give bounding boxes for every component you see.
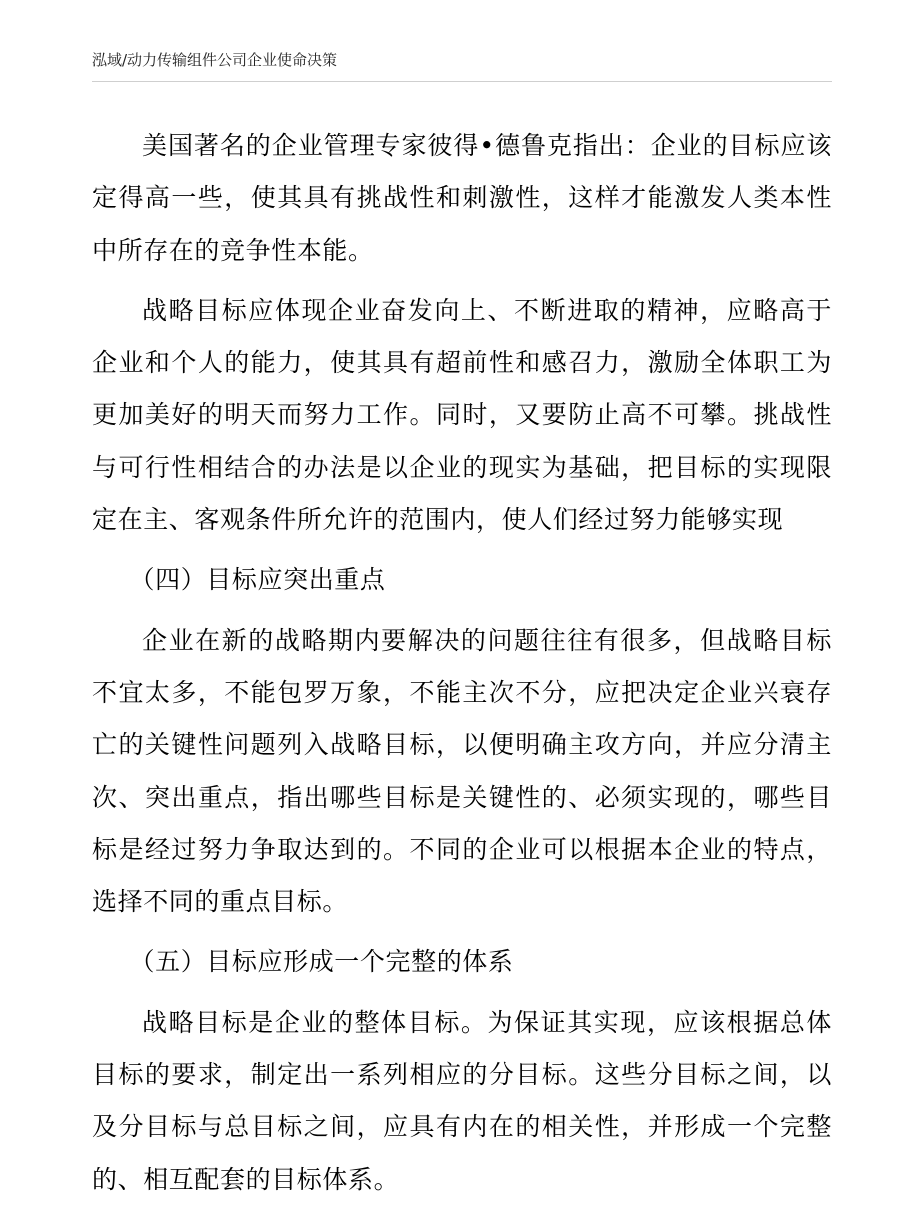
section-heading-5: （五）目标应形成一个完整的体系 [129, 947, 514, 977]
page-header [92, 47, 832, 82]
paragraph-goal-system: 战略目标是企业的整体目标。为保证其实现，应该根据总体目标的要求，制定出一系列相应的分目标。这些分目标之间，以及分目标与总目标之间，应具有内在的相关性，并形成一个完整的、相互配套的目标体系。 [92, 1007, 832, 1194]
paragraph-goal-progress: 战略目标应体现企业奋发向上、不断进取的精神，应略高于企业和个人的能力，使其具有超前性和感召力，激励全体职工为更加美好的明天而努力工作。同时，又要防止高不可攀。挑战性与可行性相结合的办法是以企业的现实为基础，把目标的实现限定在主、客观条件所允许的范围内，使人们经过努力能够实现 [92, 295, 832, 535]
paragraph-goal-challenge: 美国著名的企业管理专家彼得•德鲁克指出：企业的目标应该定得高一些，使其具有挑战性和刺激性，这样才能激发人类本性中所存在的竞争性本能。 [92, 131, 832, 265]
paragraph-key-focus: 企业在新的战略期内要解决的问题往往有很多，但战略目标不宜太多，不能包罗万象，不能主次不分，应把决定企业兴衰存亡的关键性问题列入战略目标，以便明确主攻方向，并应分清主次、突出重点，指出哪些目标是关键性的、必须实现的，哪些目标是经过努力争取达到的。不同的企业可以根据本企业的特点，选择不同的重点目标。 [92, 625, 832, 917]
document-body [92, 120, 832, 1206]
header-title: 泓域/动力传输组件公司企业使命决策 [92, 51, 338, 69]
section-heading-4: （四）目标应突出重点 [129, 565, 386, 595]
